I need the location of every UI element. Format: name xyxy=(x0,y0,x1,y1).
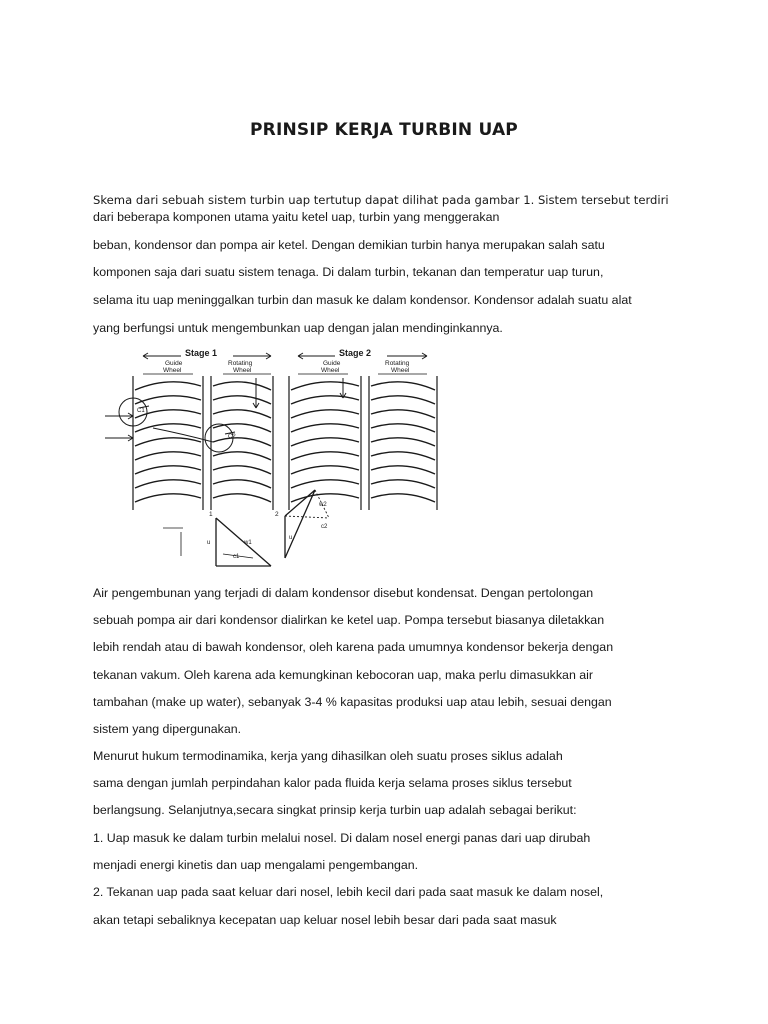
blade xyxy=(213,382,271,390)
c1b-label: c1 xyxy=(233,554,240,560)
blade xyxy=(213,410,271,418)
blade xyxy=(135,438,201,446)
body-line: sebuah pompa air dari kondensor dialirkan ke ketel uap. Pompa tersebut biasanya diletakkan xyxy=(93,613,605,627)
turbine-blades xyxy=(135,382,435,502)
stage1-label: Stage 1 xyxy=(185,348,218,358)
blade xyxy=(291,382,359,390)
rotating-label-1: Rotating xyxy=(228,360,253,367)
blade xyxy=(213,480,271,488)
num1-label: 1 xyxy=(209,511,213,518)
page-title: PRINSIP KERJA TURBIN UAP xyxy=(250,120,518,140)
blade xyxy=(135,480,201,488)
blade xyxy=(291,410,359,418)
blade xyxy=(135,452,201,460)
w1-label: w1 xyxy=(244,540,252,546)
c2-label: C2 xyxy=(228,434,236,440)
blade xyxy=(213,424,271,432)
c1-label: C1 xyxy=(137,408,145,414)
blade xyxy=(135,382,201,390)
blade xyxy=(135,396,201,404)
blade xyxy=(291,480,359,488)
blade xyxy=(371,424,435,432)
list-item-2: 2. Tekanan uap pada saat keluar dari nosel, lebih kecil dari pada saat masuk ke dalam nosel, xyxy=(93,885,604,899)
intro-line: yang berfungsi untuk mengembunkan uap dengan jalan mendinginkannya. xyxy=(93,321,503,335)
guide-label-2: Wheel xyxy=(163,367,182,374)
blade xyxy=(213,438,271,446)
rotating-label-2: Wheel xyxy=(233,367,252,374)
blade xyxy=(291,396,359,404)
blade xyxy=(291,466,359,474)
u-label-1: u xyxy=(207,540,211,546)
blade xyxy=(371,438,435,446)
list-item-1-cont: menjadi energi kinetis dan uap mengalami pengembangan. xyxy=(93,858,419,872)
blade xyxy=(371,410,435,418)
body-line: tekanan vakum. Oleh karena ada kemungkinan kebocoran uap, maka perlu dimasukkan air xyxy=(93,668,594,682)
w2-label: w2 xyxy=(319,502,327,508)
body-line: Air pengembunan yang terjadi di dalam kondensor disebut kondensat. Dengan pertolongan xyxy=(93,586,594,600)
body-line: tambahan (make up water), sebanyak 3-4 % kapasitas produksi uap atau lebih, sesuai dengan xyxy=(93,695,612,709)
blade xyxy=(371,382,435,390)
blade xyxy=(291,424,359,432)
c2b-label: c2 xyxy=(321,524,328,530)
blade xyxy=(371,452,435,460)
blade xyxy=(135,494,201,502)
body-line: Menurut hukum termodinamika, kerja yang dihasilkan oleh suatu proses siklus adalah xyxy=(93,749,563,763)
rotating-label-4: Wheel xyxy=(391,367,410,374)
list-item-1: 1. Uap masuk ke dalam turbin melalui nosel. Di dalam nosel energi panas dari uap dirubah xyxy=(93,831,591,845)
body-line: sama dengan jumlah perpindahan kalor pada fluida kerja selama proses siklus tersebut xyxy=(93,776,572,790)
intro-line: dari beberapa komponen utama yaitu ketel uap, turbin yang menggerakan xyxy=(93,210,500,224)
blade xyxy=(213,396,271,404)
blade xyxy=(213,494,271,502)
stage2-label: Stage 2 xyxy=(339,348,372,358)
blade xyxy=(135,466,201,474)
blade xyxy=(213,466,271,474)
body-line: berlangsung. Selanjutnya,secara singkat prinsip kerja turbin uap adalah sebagai berikut: xyxy=(93,803,577,817)
rotating-label-3: Rotating xyxy=(385,360,410,367)
blade xyxy=(135,410,201,418)
blade xyxy=(371,466,435,474)
intro-line: selama itu uap meninggalkan turbin dan masuk ke dalam kondensor. Kondensor adalah suatu alat xyxy=(93,293,632,307)
body-line: sistem yang dipergunakan. xyxy=(93,722,242,736)
blade xyxy=(291,438,359,446)
intro-line: beban, kondensor dan pompa air ketel. Dengan demikian turbin hanya merupakan salah satu xyxy=(93,238,605,252)
list-item-2-cont: akan tetapi sebaliknya kecepatan uap keluar nosel lebih besar dari pada saat masuk xyxy=(93,913,557,927)
blade xyxy=(371,396,435,404)
blade xyxy=(213,452,271,460)
blade xyxy=(371,480,435,488)
turbine-stage-diagram xyxy=(93,346,488,570)
body-line: lebih rendah atau di bawah kondensor, oleh karena pada umumnya kondensor bekerja dengan xyxy=(93,640,614,654)
guide-label-3: Guide xyxy=(323,360,341,367)
blade xyxy=(291,452,359,460)
intro-line: komponen saja dari suatu sistem tenaga. Di dalam turbin, tekanan dan temperatur uap turun, xyxy=(93,265,604,279)
guide-label-4: Wheel xyxy=(321,367,340,374)
blade xyxy=(371,494,435,502)
num2-label: 2 xyxy=(275,511,279,518)
guide-label-1: Guide xyxy=(165,360,183,367)
intro-line: Skema dari sebuah sistem turbin uap tertutup dapat dilihat pada gambar 1. Sistem tersebut terdiri xyxy=(93,193,669,207)
u-label-2: u xyxy=(289,535,293,541)
blade xyxy=(291,494,359,502)
